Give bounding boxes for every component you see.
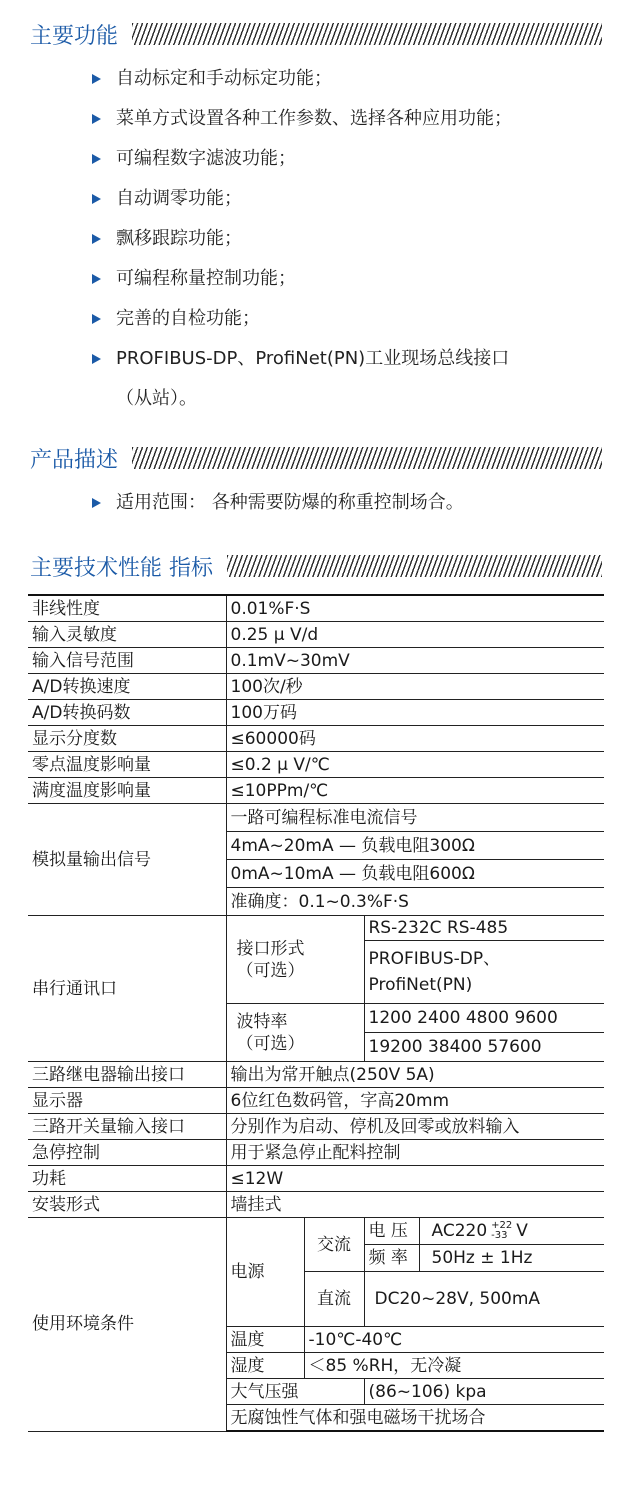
- spec-value: 0mA~10mA — 负载电阻600Ω: [226, 860, 604, 888]
- table-row: [28, 778, 604, 804]
- triangle-bullet-icon: [92, 354, 101, 364]
- spec-label: 非线性度: [28, 595, 226, 622]
- triangle-bullet-icon: [92, 314, 101, 324]
- table-row: [28, 674, 604, 700]
- spec-label: A/D转换速度: [28, 674, 226, 700]
- list-item: 适用范围： 各种需要防爆的称重控制场合。: [88, 483, 608, 523]
- spec-label: A/D转换码数: [28, 700, 226, 726]
- spec-label: 功耗: [28, 1166, 226, 1192]
- table-row: [28, 1088, 604, 1114]
- triangle-bullet-icon: [92, 114, 101, 124]
- spec-value: ≤60000码: [226, 726, 604, 752]
- spec-value: 100次/秒: [226, 674, 604, 700]
- spec-value: 一路可编程标准电流信号: [226, 804, 604, 832]
- spec-value: 0.01%F·S: [226, 595, 604, 622]
- value-line: ProfiNet(PN): [368, 975, 473, 995]
- voltage-unit: V: [516, 1221, 528, 1241]
- interface-label-line: （可选）: [236, 960, 305, 981]
- interface-label: [226, 916, 364, 1004]
- spec-label: 满度温度影响量: [28, 778, 226, 804]
- description-list: [88, 483, 608, 523]
- spec-value: ≤12W: [226, 1166, 604, 1192]
- baud-label-line: 波特率: [236, 1011, 288, 1032]
- table-row: [28, 804, 604, 832]
- freq-value: 50Hz ± 1Hz: [419, 1245, 604, 1272]
- table-row: [28, 700, 604, 726]
- hatch-divider: [132, 447, 602, 469]
- spec-value: 墙挂式: [226, 1192, 604, 1218]
- interface-label-line: 接口形式: [236, 938, 305, 959]
- spec-value: 0.1mV~30mV: [226, 648, 604, 674]
- spec-label: 模拟量输出信号: [28, 804, 226, 916]
- triangle-bullet-icon: [92, 154, 101, 164]
- spec-value: 6位红色数码管，字高20mm: [226, 1088, 604, 1114]
- functions-section-header: [30, 18, 602, 50]
- spec-value: 4mA~20mA — 负载电阻300Ω: [226, 832, 604, 860]
- humidity-value: ＜85 %RH，无冷凝: [304, 1353, 604, 1379]
- spec-value: 0.25 μ V/d: [226, 622, 604, 648]
- hatch-divider: [132, 23, 602, 45]
- spec-label: 三路开关量输入接口: [28, 1114, 226, 1140]
- spec-value: 1200 2400 4800 9600: [364, 1004, 604, 1033]
- humidity-label: 湿度: [226, 1353, 304, 1379]
- spec-label: 显示分度数: [28, 726, 226, 752]
- specs-title: 主要技术性能 指标: [30, 555, 213, 581]
- spec-value: 分别作为启动、停机及回零或放料输入: [226, 1114, 604, 1140]
- table-row: [28, 1114, 604, 1140]
- triangle-bullet-icon: [92, 74, 101, 84]
- baud-label-line: （可选）: [236, 1033, 305, 1054]
- tol-minus: -33: [491, 1230, 508, 1241]
- dc-value: DC20~28V, 500mA: [364, 1272, 604, 1327]
- spec-value: ≤0.2 μ V/℃: [226, 752, 604, 778]
- spec-value: 100万码: [226, 700, 604, 726]
- voltage-tolerance: [491, 1221, 512, 1241]
- pressure-value: (86~106) kpa: [364, 1379, 604, 1405]
- spec-label: 安装形式: [28, 1192, 226, 1218]
- value-line: PROFIBUS-DP、: [368, 949, 501, 969]
- spec-value: 输出为常开触点(250V 5A): [226, 1062, 604, 1088]
- specs-section-header: [30, 550, 602, 582]
- spec-value: 19200 38400 57600: [364, 1033, 604, 1062]
- list-item: 飘移跟踪功能；: [88, 219, 608, 259]
- triangle-bullet-icon: [92, 194, 101, 204]
- table-row: [28, 622, 604, 648]
- table-row: [28, 1140, 604, 1166]
- triangle-bullet-icon: [92, 234, 101, 244]
- dc-label: 直流: [304, 1272, 364, 1327]
- spec-value: 用于紧急停止配料控制: [226, 1140, 604, 1166]
- temp-label: 温度: [226, 1327, 304, 1353]
- list-item: 完善的自检功能；: [88, 299, 608, 339]
- voltage-label: 电 压: [364, 1218, 419, 1245]
- table-row: [28, 595, 604, 622]
- list-item: 可编程数字滤波功能；: [88, 139, 608, 179]
- spec-label: 急停控制: [28, 1140, 226, 1166]
- hatch-divider: [227, 555, 602, 577]
- table-row: [28, 1062, 604, 1088]
- pressure-label: 大气压强: [226, 1379, 364, 1405]
- list-item: 自动调零功能；: [88, 179, 608, 219]
- table-row: [28, 752, 604, 778]
- list-item: PROFIBUS-DP、ProfiNet(PN)工业现场总线接口: [88, 339, 608, 379]
- triangle-bullet-icon: [92, 498, 101, 508]
- spec-label: 输入信号范围: [28, 648, 226, 674]
- description-section-header: [30, 442, 602, 474]
- spec-value: ≤10PPm/℃: [226, 778, 604, 804]
- table-row: [28, 648, 604, 674]
- spec-label: 输入灵敏度: [28, 622, 226, 648]
- ac-label: 交流: [304, 1218, 364, 1272]
- spec-value: 准确度：0.1~0.3%F·S: [226, 888, 604, 916]
- freq-label: 频 率: [364, 1245, 419, 1272]
- list-item: 菜单方式设置各种工作参数、选择各种应用功能；: [88, 99, 608, 139]
- environment-note: 无腐蚀性气体和强电磁场干扰场合: [226, 1405, 604, 1432]
- functions-list: [88, 59, 608, 419]
- list-item-continuation: （从站）。: [116, 388, 197, 409]
- table-row: [28, 1192, 604, 1218]
- description-title: 产品描述: [30, 447, 119, 473]
- list-item: 可编程称量控制功能；: [88, 259, 608, 299]
- baud-label: [226, 1004, 364, 1062]
- spec-value: RS-232C RS-485: [364, 916, 604, 941]
- spec-label: 零点温度影响量: [28, 752, 226, 778]
- power-label: 电源: [226, 1218, 304, 1327]
- spec-value: [364, 941, 604, 1004]
- spec-label: 串行通讯口: [28, 916, 226, 1062]
- table-row: [28, 916, 604, 941]
- voltage-value: [419, 1218, 604, 1245]
- table-row: [28, 726, 604, 752]
- table-row: [28, 1166, 604, 1192]
- functions-title: 主要功能: [30, 23, 119, 49]
- tol-plus: +22: [491, 1220, 513, 1231]
- spec-label: 三路继电器输出接口: [28, 1062, 226, 1088]
- spec-label: 显示器: [28, 1088, 226, 1114]
- specs-table: [28, 594, 604, 1432]
- table-row: [28, 1218, 604, 1245]
- list-item: 自动标定和手动标定功能；: [88, 59, 608, 99]
- temp-value: -10℃-40℃: [304, 1327, 604, 1353]
- spec-label: 使用环境条件: [28, 1218, 226, 1432]
- triangle-bullet-icon: [92, 274, 101, 284]
- voltage-number: AC220: [431, 1221, 488, 1241]
